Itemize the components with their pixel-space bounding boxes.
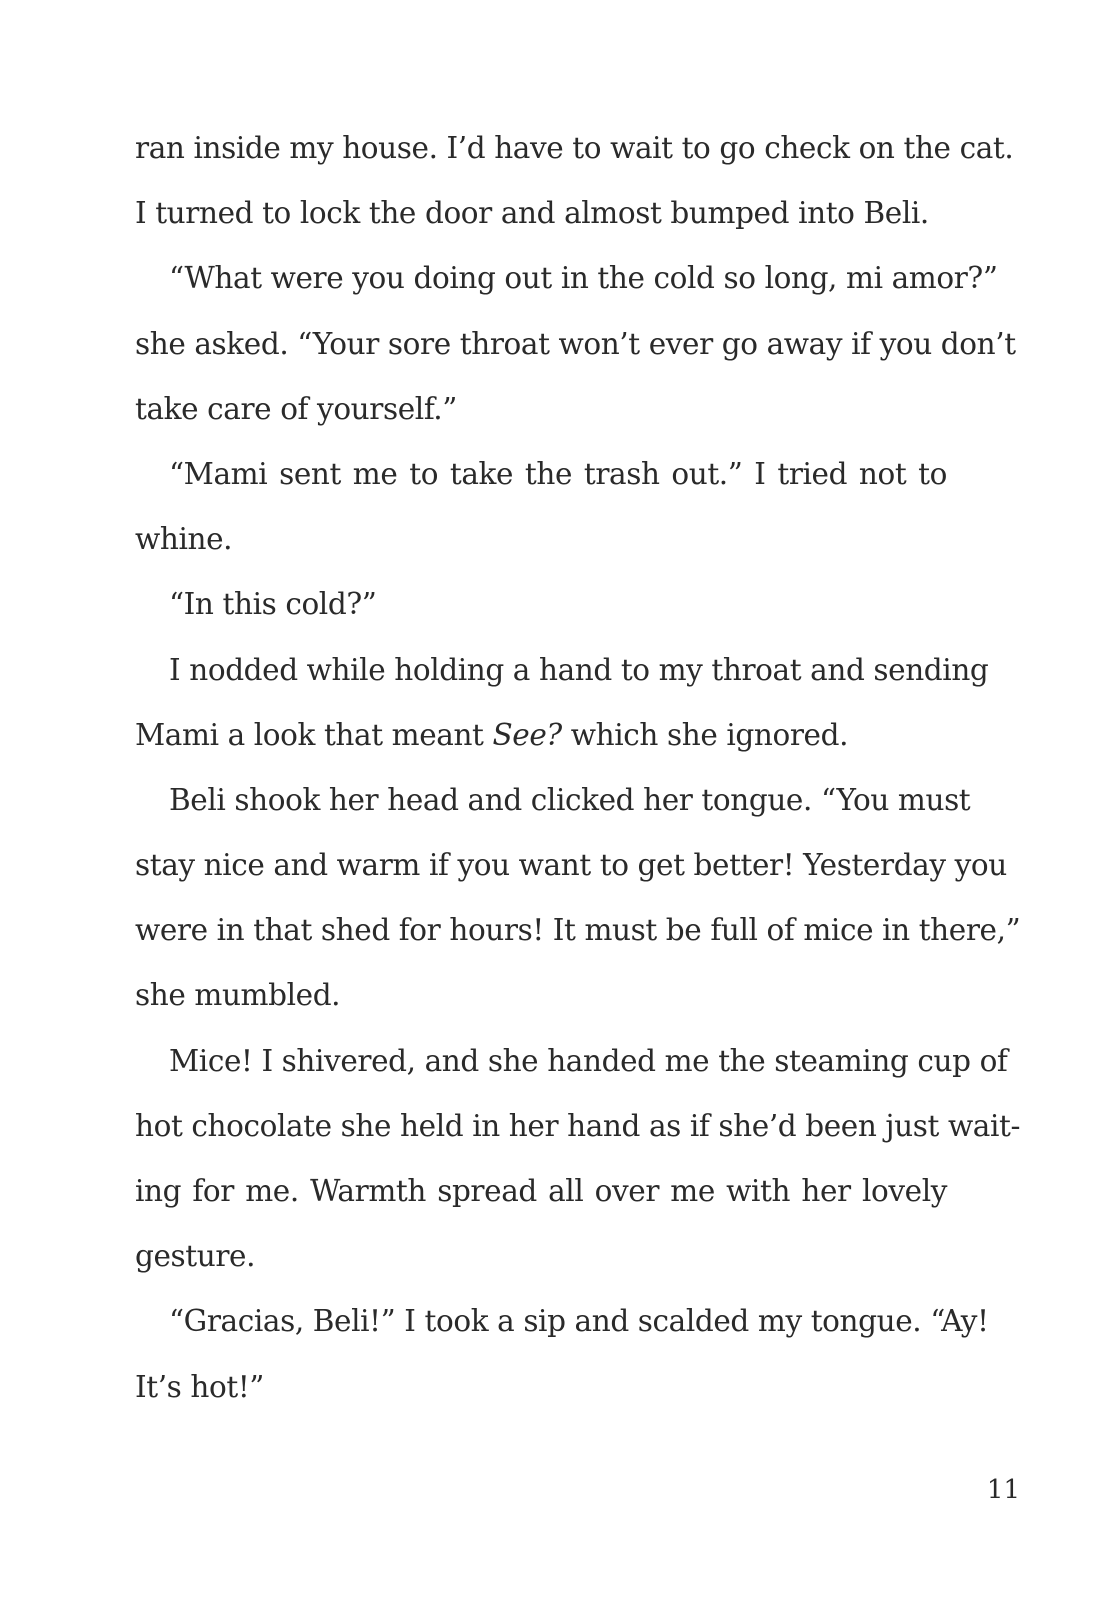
- italic-text: See?: [492, 717, 562, 752]
- text-segment: which she ignored.: [561, 717, 849, 752]
- text-line: I turned to lock the door and almost bumped into Beli.: [135, 196, 929, 231]
- page-number: 11: [986, 1475, 1020, 1505]
- text-line: she mumbled.: [135, 978, 341, 1013]
- text-line: stay nice and warm if you want to get better! Yesterday you: [135, 848, 1007, 883]
- text-line: hot chocolate she held in her hand as if she’d been just wait-: [135, 1108, 1021, 1143]
- text-line: [135, 703, 947, 768]
- text-line: Beli shook her head and clicked her tongue. “You must: [169, 782, 971, 817]
- text-line: she asked. “Your sore throat won’t ever go away if you don’t: [135, 326, 1016, 361]
- text-line: I nodded while holding a hand to my throat and sending: [169, 652, 989, 687]
- text-line: take care of yourself.”: [135, 391, 457, 426]
- text-line: were in that shed for hours! It must be full of mice in there,”: [135, 913, 1021, 948]
- text-line: gesture.: [135, 1239, 256, 1274]
- text-line: “Gracias, Beli!” I took a sip and scalded my tongue. “Ay!: [169, 1304, 989, 1339]
- text-line: “Mami sent me to take the trash out.” I tried not to: [169, 456, 947, 491]
- text-line: ing for me. Warmth spread all over me with her lovely: [135, 1174, 947, 1208]
- text-line: “What were you doing out in the cold so long, mi amor?”: [169, 261, 998, 296]
- text-line: Mice! I shivered, and she handed me the steaming cup of: [169, 1043, 1008, 1078]
- text-line: whine.: [135, 522, 233, 557]
- text-segment: Mami a look that meant: [135, 717, 493, 752]
- text-line: “In this cold?”: [169, 587, 377, 622]
- body-text: [135, 116, 1021, 1420]
- text-line: It’s hot!”: [135, 1369, 264, 1404]
- text-line: ran inside my house. I’d have to wait to go check on the cat.: [135, 131, 1014, 165]
